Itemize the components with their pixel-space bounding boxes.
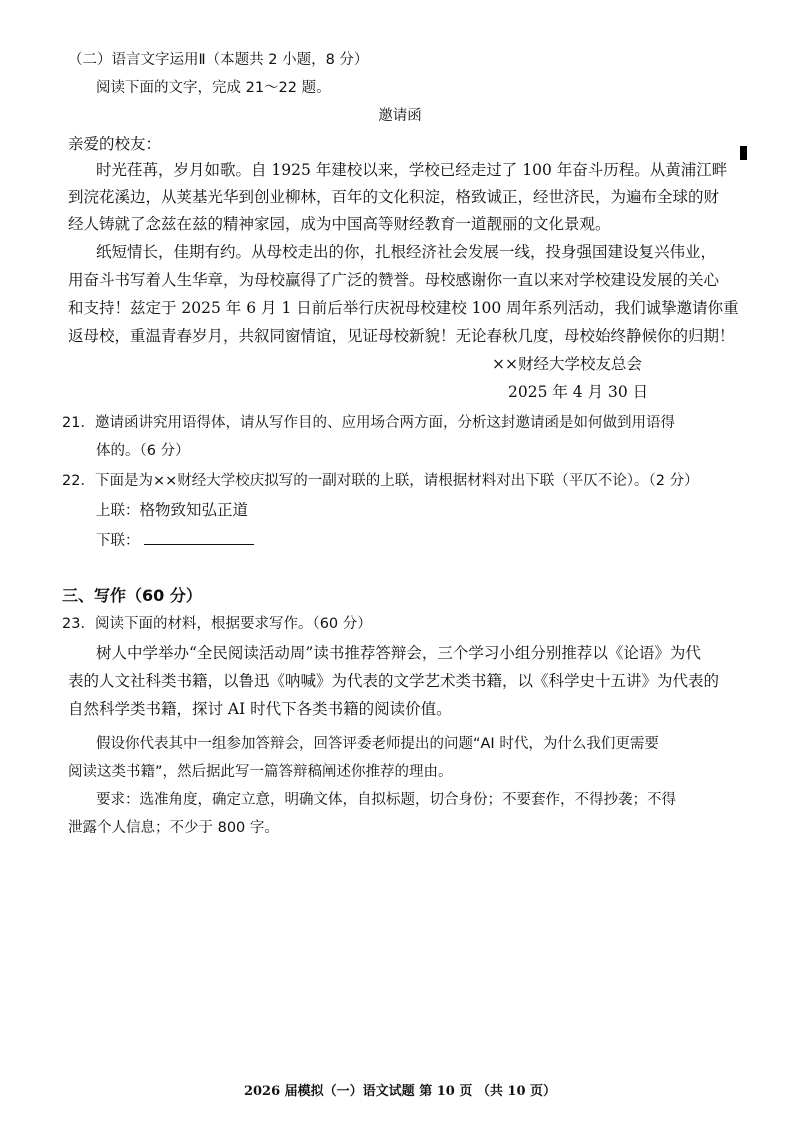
- material-line: 树人中学举办“全民阅读活动周”读书推荐答辩会，三个学习小组分别推荐以《论语》为代: [96, 644, 701, 662]
- couplet-upper: [96, 500, 248, 521]
- material-line: 假设你代表其中一组参加答辩会，回答评委老师提出的问题“AI 时代，为什么我们更需要: [96, 736, 659, 752]
- material-line: 表的人文社科类书籍，以鲁迅《呐喊》为代表的文学艺术类书籍，以《科学史十五讲》为代表的: [68, 672, 720, 690]
- letter-title: 邀请函: [378, 108, 422, 124]
- letter-line: 和支持！兹定于 2025 年 6 月 1 日前后举行庆祝母校建校 100 周年系列活动，我们诚挚邀请你重: [68, 299, 739, 317]
- scan-edge-mark: [740, 146, 747, 160]
- letter-salutation: 亲爱的校友：: [68, 135, 162, 153]
- letter-line: 经人铸就了念兹在兹的精神家园，成为中国高等财经教育一道靓丽的文化景观。: [68, 215, 611, 233]
- section-heading: （二）语言文字运用Ⅱ（本题共 2 小题，8 分）: [68, 52, 369, 68]
- section-instruction: 阅读下面的文字，完成 21～22 题。: [96, 80, 331, 96]
- question-22-line: 22．下面是为××财经大学校庆拟写的一副对联的上联，请根据材料对出下联（平仄不论）。（2 分）: [62, 473, 699, 489]
- section-3-heading: 三、写作（60 分）: [62, 586, 202, 605]
- letter-line: 返母校，重温青春岁月，共叙同窗情谊，见证母校新貌！无论春秋几度，母校始终静候你的归期！: [68, 327, 735, 345]
- couplet-upper-label: 上联：: [96, 503, 140, 519]
- material-line: 阅读这类书籍”，然后据此写一篇答辩稿阐述你推荐的理由。: [68, 764, 453, 780]
- requirement-line: 泄露个人信息；不少于 800 字。: [68, 820, 279, 836]
- requirement-line: 要求：选准角度，确定立意，明确文体，自拟标题，切合身份；不要套作，不得抄袭；不得: [96, 792, 676, 808]
- couplet-upper-text: 格物致知弘正道: [139, 501, 249, 519]
- letter-signature: ××财经大学校友总会: [492, 355, 642, 373]
- question-21-line: 体的。（6 分）: [96, 443, 190, 459]
- answer-blank[interactable]: [144, 530, 254, 545]
- couplet-lower-label: 下联：: [96, 533, 140, 549]
- letter-line: 用奋斗书写着人生华章，为母校赢得了广泛的赞誉。母校感谢你一直以来对学校建设发展的关心: [68, 271, 720, 289]
- question-23-line: 23．阅读下面的材料，根据要求写作。（60 分）: [62, 616, 372, 632]
- letter-line: 纸短情长，佳期有约。从母校走出的你，扎根经济社会发展一线，投身强国建设复兴伟业，: [96, 243, 717, 261]
- letter-line: 到浣花溪边，从荚基光华到创业柳林，百年的文化积淀，格致诚正，经世济民，为遍布全球的财: [68, 188, 720, 206]
- question-21-line: 21．邀请函讲究用语得体，请从写作目的、应用场合两方面，分析这封邀请函是如何做到用语得: [62, 415, 675, 431]
- material-line: 自然科学类书籍，探讨 AI 时代下各类书籍的阅读价值。: [68, 700, 452, 718]
- page-footer: 2026 届模拟（一）语文试题 第 10 页 （共 10 页）: [243, 1084, 557, 1099]
- couplet-lower: [96, 530, 254, 551]
- letter-line: 时光荏苒，岁月如歌。自 1925 年建校以来，学校已经走过了 100 年奋斗历程。从黄浦江畔: [96, 161, 728, 179]
- letter-date: 2025 年 4 月 30 日: [508, 383, 649, 401]
